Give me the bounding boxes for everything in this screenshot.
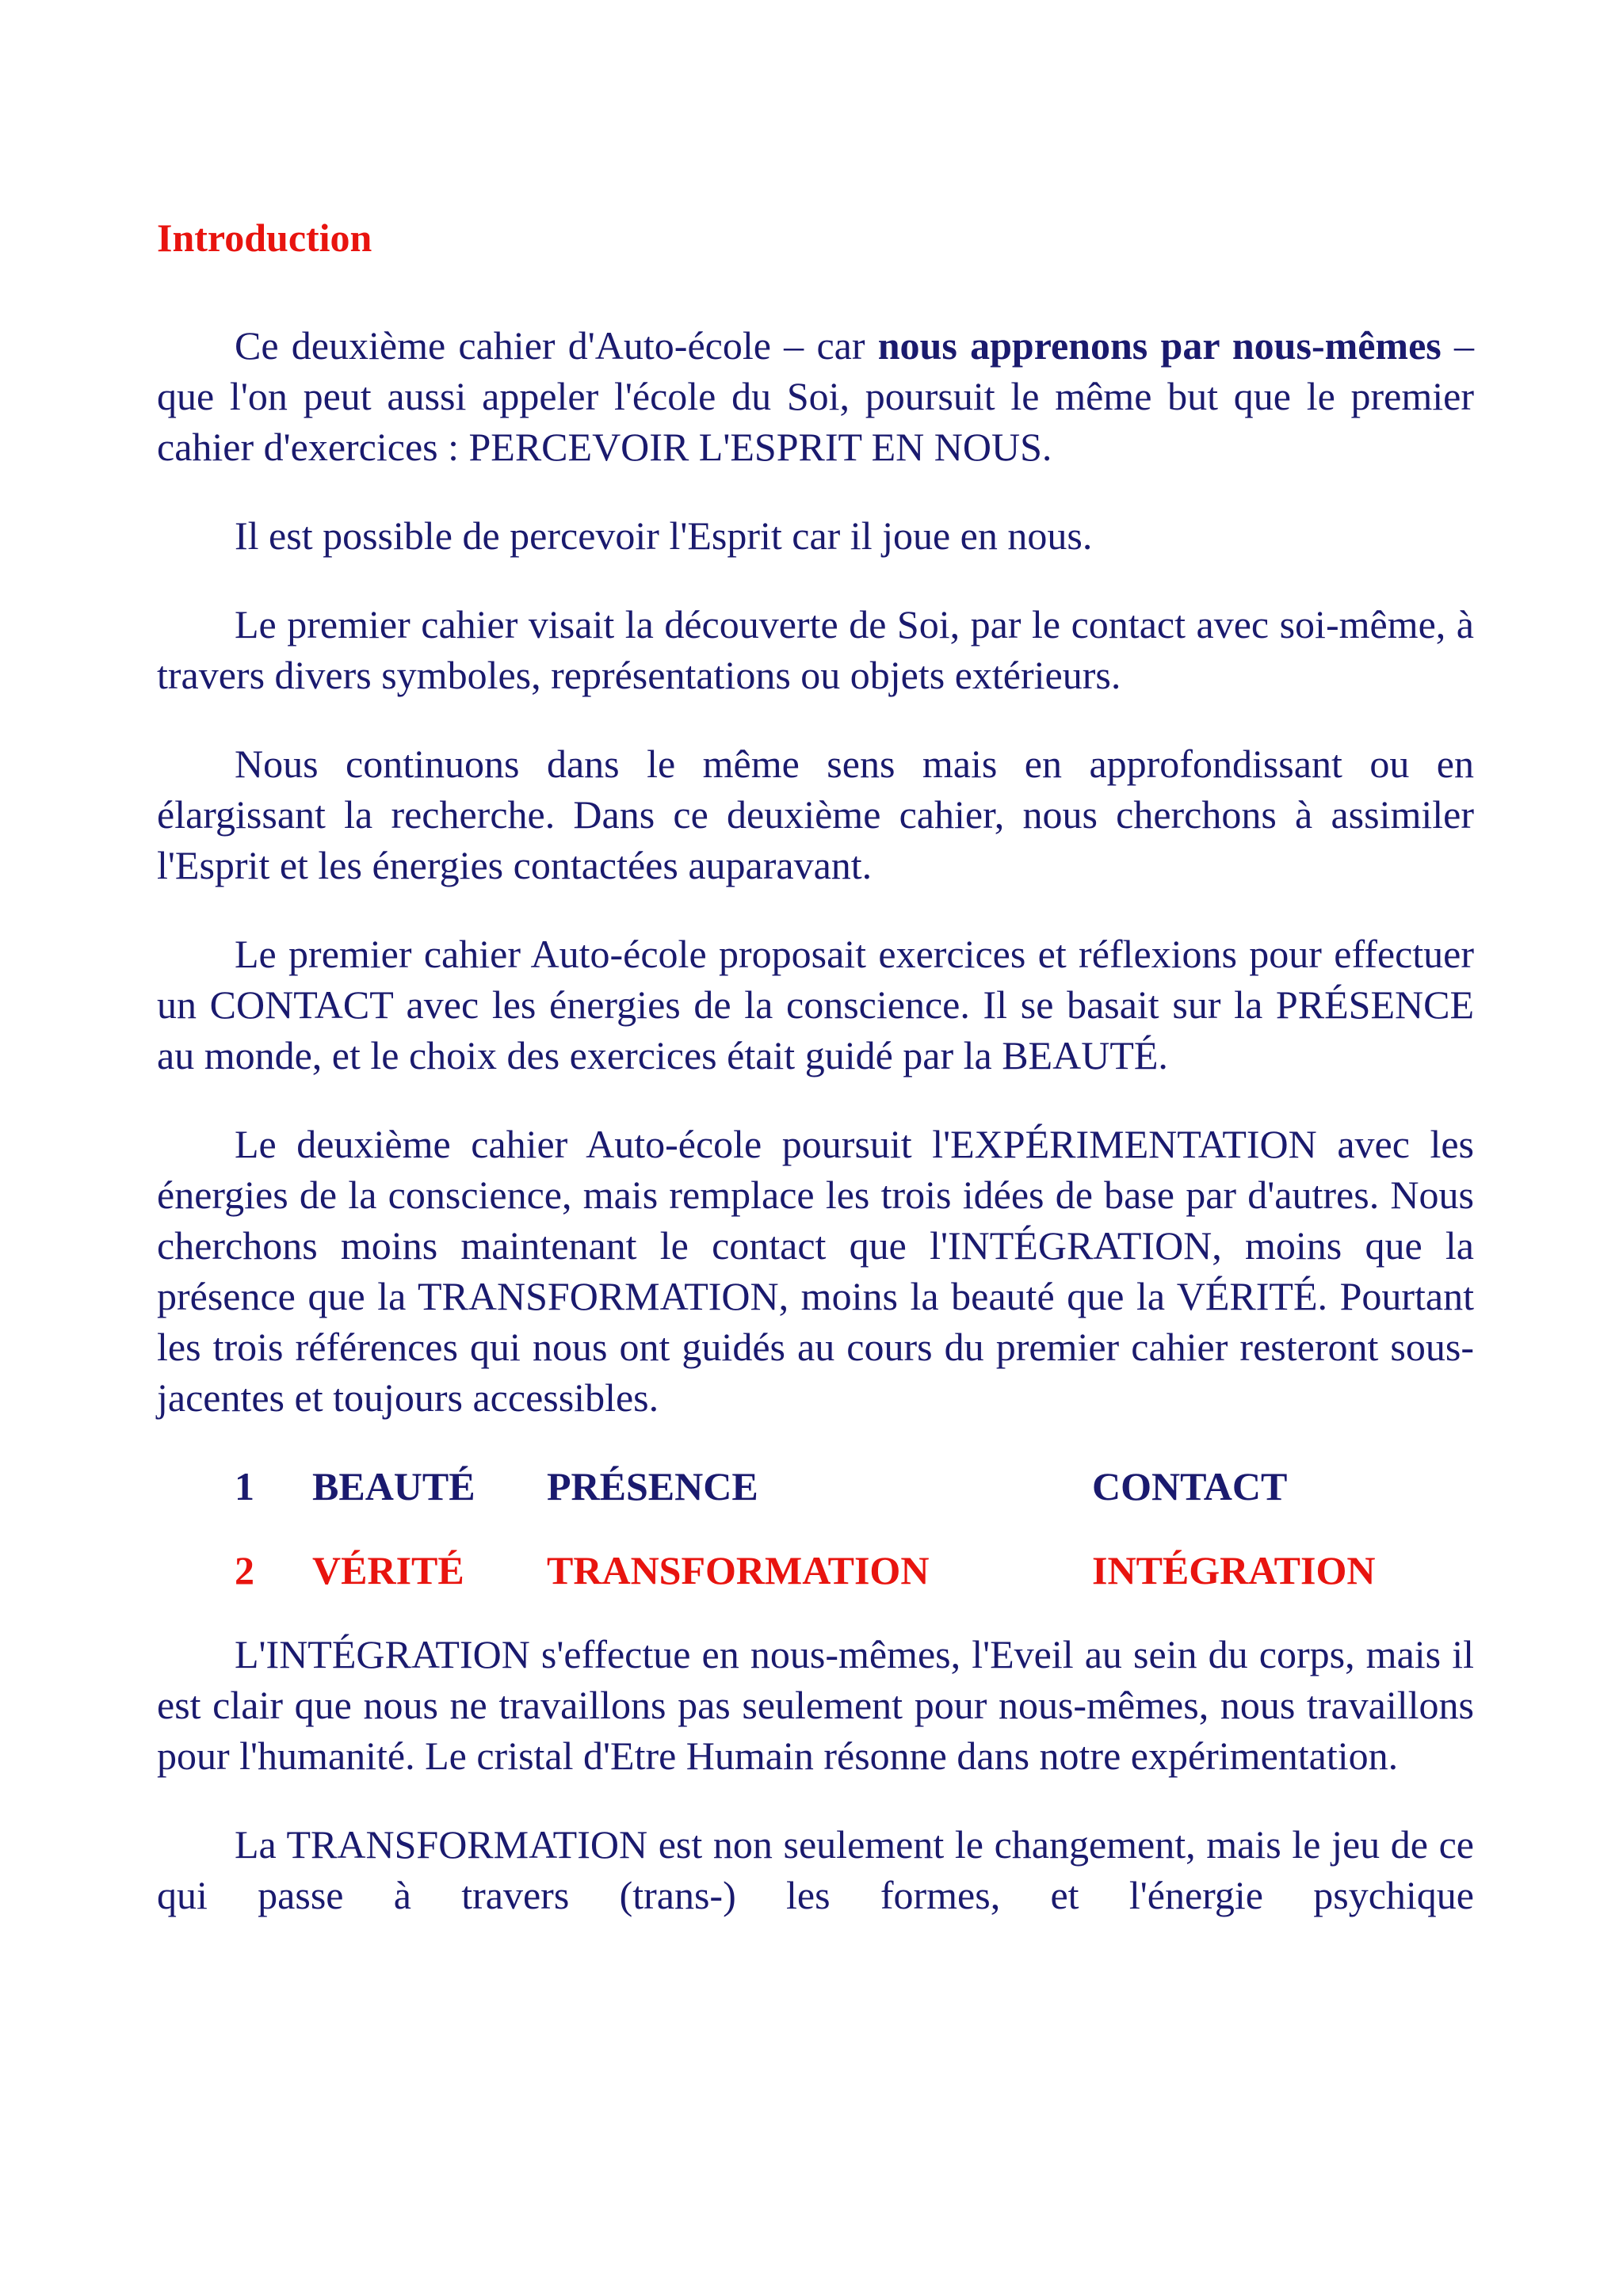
document-page: [157, 212, 1474, 1958]
row-2-col-a: VÉRITÉ: [312, 1548, 464, 1592]
paragraph-1-start: Ce deuxième cahier d'Auto-école – car: [235, 323, 878, 368]
row-1-col-a: BEAUTÉ: [312, 1464, 475, 1508]
row-2-col-b: TRANSFORMATION: [547, 1548, 930, 1592]
row-2-number: 2: [235, 1548, 254, 1592]
section-heading: Introduction: [157, 215, 372, 260]
paragraph-3: Le premier cahier visait la découverte de Soi, par le contact avec soi-même, à travers divers symboles, représentations ou objets extérieurs.: [157, 602, 1474, 697]
paragraph-1-bold: nous apprenons par nous-mêmes: [877, 323, 1442, 368]
row-1-col-c: CONTACT: [1092, 1464, 1288, 1508]
paragraph-6: Le deuxième cahier Auto-école poursuit l'EXPÉRIMENTATION avec les énergies de la conscience, mais remplace les trois idées de base par d'autres. Nous cherchons moins maintenant le contact que l'INTÉGRATION, moins que la présence que la TRANSFORMATION, moins la beauté que la VÉRITÉ. Pourtant les trois références qui nous ont guidés au cours du premier cahier resteront sous-jacentes et toujours accessibles.: [157, 1122, 1474, 1420]
paragraph-5: Le premier cahier Auto-école proposait exercices et réflexions pour effectuer un CONTACT avec les énergies de la conscience. Il se basait sur la PRÉSENCE au monde, et le choix des exercices était guidé par la BEAUTÉ.: [157, 932, 1474, 1077]
paragraph-1: [157, 320, 1474, 472]
row-1-number: 1: [235, 1464, 254, 1508]
row-1-col-b: PRÉSENCE: [547, 1464, 758, 1508]
table-row-1: [157, 1461, 1474, 1512]
paragraph-2: Il est possible de percevoir l'Esprit car il joue en nous.: [235, 513, 1093, 558]
paragraph-1-end: – que l'on peut aussi appeler l'école du Soi, poursuit le même but que le premier cahier d'exercices : PERCEVOIR L'ESPRIT EN NOUS.: [157, 323, 1475, 469]
row-2-col-c: INTÉGRATION: [1092, 1548, 1376, 1592]
paragraph-7: L'INTÉGRATION s'effectue en nous-mêmes, l'Eveil au sein du corps, mais il est clair que nous ne travaillons pas seulement pour nous-mêmes, nous travaillons pour l'humanité. Le cristal d'Etre Humain résonne dans notre expérimentation.: [157, 1632, 1474, 1778]
paragraph-4: Nous continuons dans le même sens mais en approfondissant ou en élargissant la recherche. Dans ce deuxième cahier, nous cherchons à assimiler l'Esprit et les énergies contactées auparavant.: [157, 742, 1474, 887]
table-row-2: [157, 1545, 1474, 1596]
paragraph-8: La TRANSFORMATION est non seulement le changement, mais le jeu de ce qui passe à travers (trans-) les formes, et l'énergie psychique: [157, 1822, 1474, 1917]
